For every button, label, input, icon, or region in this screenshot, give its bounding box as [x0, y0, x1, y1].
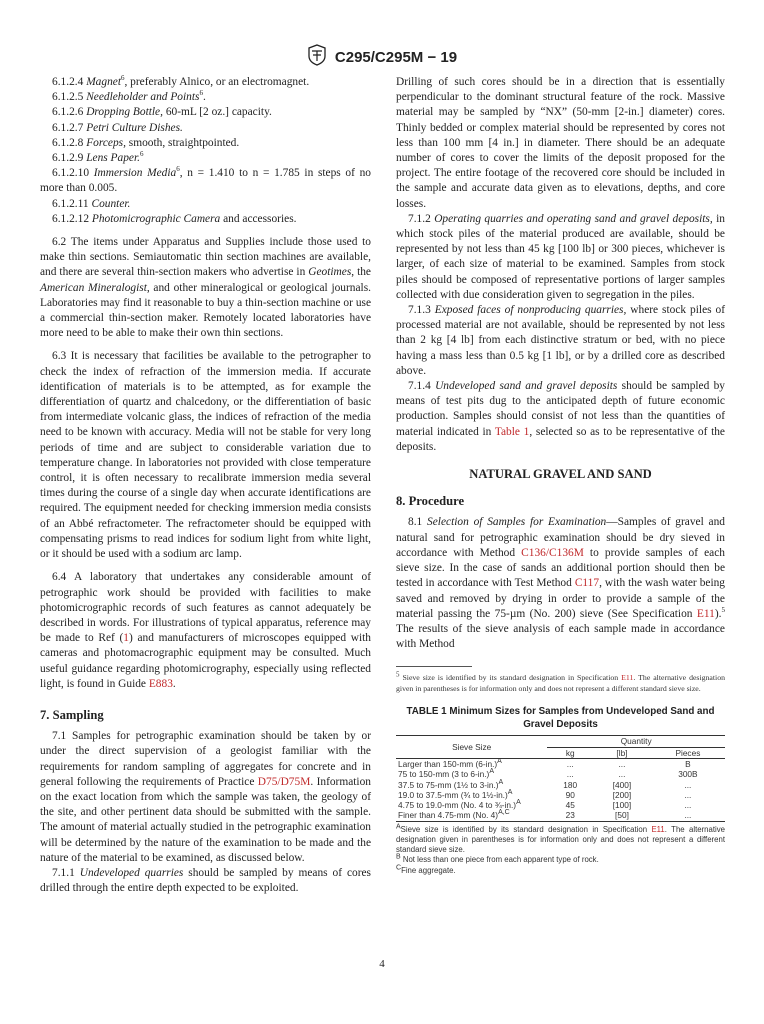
kg-cell: 90	[565, 789, 575, 800]
section-7-heading: 7. Sampling	[40, 707, 104, 722]
footnote-5: $^5$ Sieve size is identified by its standard designation in Specification E11. The alternative designation given in parentheses is for information only and does not represent a different standard sieve size.	[396, 670, 726, 693]
e11-table-link[interactable]: E11	[651, 824, 665, 834]
footnote-rule	[396, 666, 472, 667]
sieve-size-cell: 19.0 to 37.5-mm (¾ to 1½-in.)$^A$	[398, 789, 513, 800]
pieces-cell: 300B	[678, 769, 698, 780]
sieve-size-cell: 4.75 to 19.0-mm (No. 4 to ¾-in.)$^A$	[398, 799, 521, 811]
apparatus-item: 6.1.2.8 Forceps, smooth, straightpointed.	[52, 136, 240, 149]
paragraph-7-1-2: 7.1.2 Operating quarries and operating sand and gravel deposits, in which stock piles of the material produced are available, should be represented by not less than 45 kg [100 lb] or 300 pieces, whichever is larger, of each size of material to be examined. Samples from stock piles should be composed of representative portions of larger samples collected with due consideration given to segregation in the piles.	[396, 212, 725, 301]
pieces-cell: ...	[651, 810, 725, 821]
table-1-caption: TABLE 1 Minimum Sizes for Samples from Undeveloped Sand and Gravel Deposits	[406, 706, 715, 730]
kg-cell: 23	[547, 810, 593, 821]
sieve-size-header: Sieve Size	[396, 736, 547, 759]
document-title: C295/C295M − 19	[334, 49, 458, 66]
apparatus-item: 6.1.2.4 Magnet$^6$, preferably Alnico, or an electromagnet.	[52, 74, 310, 88]
sieve-size-cell: Larger than 150-mm $(6-in.)^A$	[398, 758, 502, 769]
table-row	[396, 780, 725, 790]
quantity-header: Quantity	[547, 736, 725, 747]
pieces-header: Pieces	[651, 747, 725, 758]
pieces-cell: ...	[684, 789, 692, 800]
ref-1-link[interactable]: 1	[123, 632, 129, 645]
kg-cell: 180	[563, 779, 578, 790]
table-1-link[interactable]: Table 1	[494, 425, 530, 438]
paragraph-7-1: 7.1 Samples for petrographic examination should be taken by or under the direct supervision of a geologist familiar with the requirements for random sampling of aggregates for concrete and in general following the requirements of Practice D75/D75M. Information on the exact location from which the sample was taken, the geology of the site, and other pertinent data should be submitted with the sample. The amount of material actually studied in the petrographic examination will be determined by the nature of the examination to be made and the nature of the material to be examined, as discussed below.	[40, 730, 371, 864]
sieve-size-cell: Finer than 4.75-mm (No. 4)$^{A,C}$	[396, 810, 547, 821]
sieve-size-cell: 37.5 to 75-mm (1½ to 3-in.)$^A$	[398, 778, 504, 790]
kg-cell: ...	[566, 758, 574, 769]
section-8-heading: 8. Procedure	[396, 494, 465, 509]
astm-logo-icon	[307, 44, 327, 71]
paragraph-7-1-1: 7.1.1 Undeveloped quarries should be sampled by means of cores drilled through the entire depth expected to be exploited.	[40, 866, 371, 895]
lb-cell: [400]	[612, 779, 632, 790]
apparatus-item: 6.1.2.11 Counter.	[52, 197, 131, 210]
page-header	[0, 44, 764, 71]
table-footnote-a: $^A$Sieve size is identified by its standard designation in Specification E11. The alternative designation given in parentheses is for information only and does not represent a different standard sieve size.	[396, 823, 725, 855]
c136-link[interactable]: C136/C136M	[521, 546, 584, 559]
pieces-cell: ...	[684, 800, 692, 811]
e883-link[interactable]: E883	[148, 677, 173, 690]
paragraph-6-2: 6.2 The items under Apparatus and Supplies include those used to make thin sections. Semiautomatic thin section machines are available, and there are several thin-section makers who advertise in Geotimes, the American Mineralogist, and other mineralogical or geological journals. Laboratories may find it reasonable to buy a thin-section machine or use a commercial thin-section maker. Remotely located laboratories have more need to be able to make their own thin sections.	[40, 236, 371, 340]
apparatus-item: 6.1.2.12 Photomicrographic Camera and accessories.	[52, 212, 297, 225]
right-column	[396, 75, 725, 876]
paragraph-6-4: 6.4 A laboratory that undertakes any considerable amount of petrographic work should be provided with facilities to make photomicrographic records of such features as cannot adequately be described in words. For illustrations of typical apparatus, reference may be made to Ref (1) and manufacturers of microscopes equipped with cameras and photomacrographic equipment may be consulted. Much useful guidance regarding photomicrography, especially using reflected light, is found in Guide E883.	[40, 571, 371, 690]
table-row	[396, 758, 725, 769]
paragraph-6-3: 6.3 It is necessary that facilities be available to the petrographer to check the index of refraction of the immersion media. If accurate identification of materials is to be attempted, as for example the differentiation of quartz and chalcedony, or the differentiation of basic from intermediate volcanic glass, the indices of refraction of the media need to be known with accuracy. Media will not be stable for very long periods of time and are subject to considerable variation due to temperature change. In laboratories not provided with close temperature control, it is often necessary to recalibrate immersion media several times during the course of a single day when accurate identifications are required. The equipment needed for checking immersion media consists of an Abbé refractometer. The refractometer should be equipped with compensating prisms to read indices for sodium light from white light, or it should be used with a sodium arc lamp.	[40, 350, 371, 561]
table-1	[396, 735, 725, 821]
d75-link[interactable]: D75/D75M	[257, 775, 311, 788]
apparatus-item: 6.1.2.9 Lens Paper.$^6$	[52, 150, 144, 165]
lb-cell: ...	[618, 758, 626, 769]
kg-cell: ...	[566, 769, 574, 780]
paragraph-7-1-3: 7.1.3 Exposed faces of nonproducing quarries, where stock piles of processed material are not available, should be represented by not less than 2 kg [4 lb] from each distinctive stratum or bed, with no piece having a mass less than 0.5 kg [1 lb], or by a drilled core as described above.	[396, 304, 725, 377]
table-row	[396, 769, 725, 779]
table-row	[396, 810, 725, 821]
kg-header: kg	[547, 747, 593, 758]
natural-gravel-heading: NATURAL GRAVEL AND SAND	[469, 467, 652, 482]
kg-cell: 45	[565, 800, 575, 811]
apparatus-item: 6.1.2.10 Immersion Media$^6$, n = 1.410 to n = 1.785 in steps of no more than 0.005.	[40, 165, 371, 195]
lb-cell: ...	[618, 769, 626, 780]
table-row	[396, 790, 725, 800]
lb-cell: [200]	[612, 789, 632, 800]
pieces-cell: B	[685, 758, 691, 769]
lb-cell: [50]	[593, 810, 651, 821]
lb-header: [lb]	[593, 747, 651, 758]
e11-footnote-link[interactable]: E11	[621, 673, 634, 683]
apparatus-item: 6.1.2.7 Petri Culture Dishes.	[52, 121, 183, 134]
e11-link[interactable]: E11	[696, 607, 715, 620]
left-column	[40, 75, 371, 896]
page-number: 4	[379, 958, 385, 970]
table-footnote-b: $^B$ Not less than one piece from each apparent type of rock.	[396, 853, 599, 865]
apparatus-list	[40, 75, 371, 227]
paragraph-8-1: 8.1 Selection of Samples for Examination—Samples of gravel and natural sand for petrographic examination should be dry sieved in accordance with Method C136/C136M to provide samples of each sieve size. In the case of sands an additional portion should then be tested in accordance with Test Method C117, with the wash water being saved and removed by drying in order to provide a sample of the material passing the 75-µm (No. 200) sieve (See Specification E11).$^5$ The results of the sieve analysis of each sample made in accordance with Method	[396, 516, 725, 651]
apparatus-item: 6.1.2.5 Needleholder and Points$^6$.	[52, 89, 206, 104]
c117-link[interactable]: C117	[574, 577, 600, 590]
apparatus-item: 6.1.2.6 Dropping Bottle, 60-mL [2 oz.] capacity.	[52, 106, 272, 119]
paragraph-7-1-1-continued: Drilling of such cores should be in a direction that is essentially perpendicular to the dominant structural feature of the rock. Massive material may be sampled by “NX” (50-mm [2-in.] diameter) cores. Thinly bedded or complex material should be represented by cores not less than 100 mm [4 in.] in diameter. There should be an adequate number of cores to cover the limits of the deposit proposed for the project. The entire footage of the recovered core should be included in the sample and accurate data given as to elevations, depths, and core losses.	[396, 76, 725, 210]
paragraph-7-1-4: 7.1.4 Undeveloped sand and gravel deposits should be sampled by means of test pits dug to the anticipated depth of future economic production. Samples should consist of not less than the quantities of material indicated in Table 1, selected so as to be representative of the deposits.	[396, 380, 725, 453]
pieces-cell: ...	[684, 779, 692, 790]
table-footnote-c: $^C$Fine aggregate.	[396, 863, 456, 875]
table-row	[396, 800, 725, 810]
lb-cell: [100]	[612, 800, 632, 811]
sieve-size-cell: 75 to 150-mm (3 to 6-in.)$^A$	[398, 768, 494, 780]
